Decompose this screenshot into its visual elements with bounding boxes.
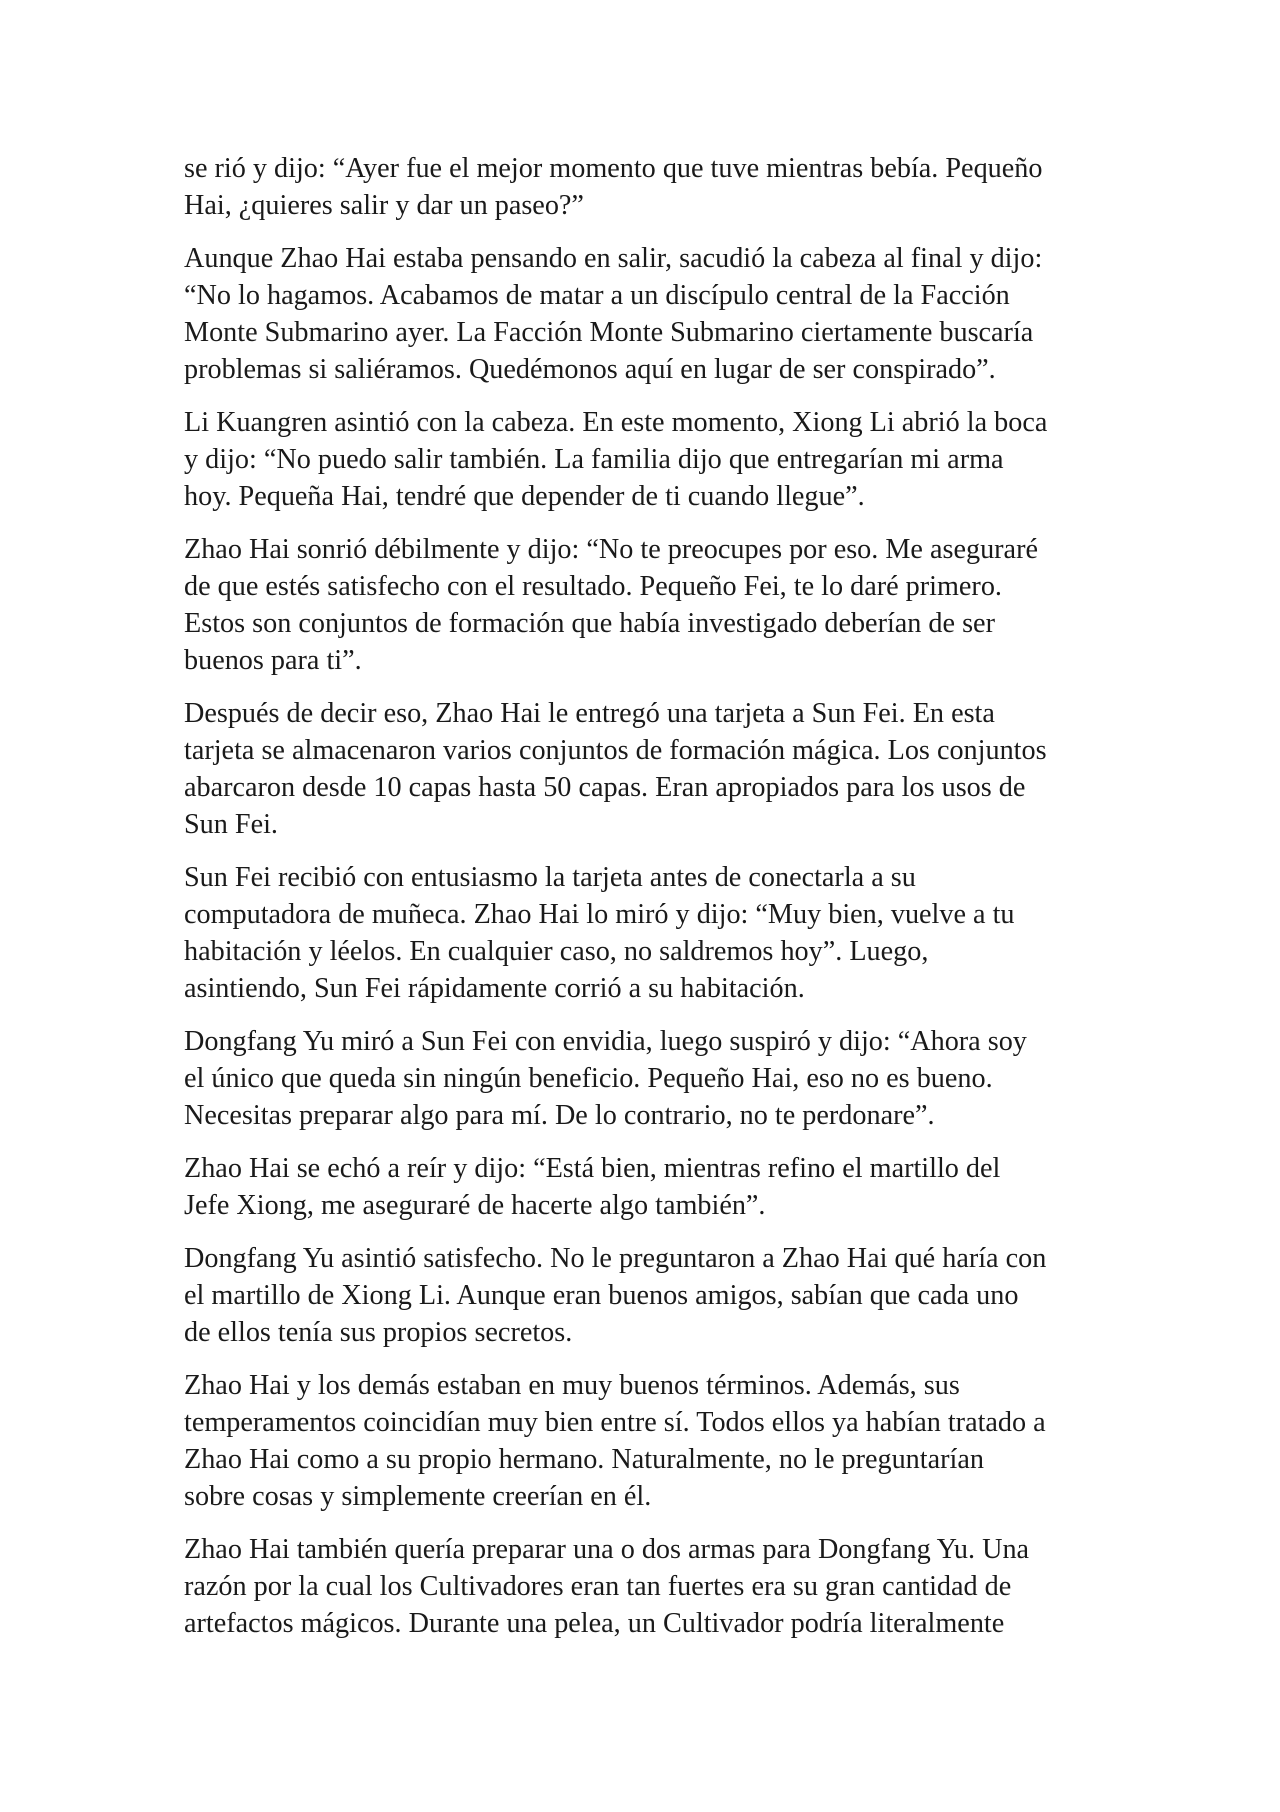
text-line: Zhao Hai se echó a reír y dijo: “Está bien, mientras refino el martillo del <box>184 1153 1001 1184</box>
text-line: sobre cosas y simplemente creerían en él. <box>184 1481 652 1512</box>
text-line: Hai, ¿quieres salir y dar un paseo?” <box>184 190 584 221</box>
text-line: Zhao Hai como a su propio hermano. Naturalmente, no le preguntarían <box>184 1444 984 1475</box>
text-line: y dijo: “No puedo salir también. La familia dijo que entregarían mi arma <box>184 444 1004 475</box>
text-line: razón por la cual los Cultivadores eran tan fuertes era su gran cantidad de <box>184 1571 1012 1602</box>
paragraph-1 <box>184 150 1104 224</box>
text-line: habitación y léelos. En cualquier caso, no saldremos hoy”. Luego, <box>184 936 929 967</box>
text-line: artefactos mágicos. Durante una pelea, un Cultivador podría literalmente <box>184 1608 1005 1639</box>
text-line: Necesitas preparar algo para mí. De lo contrario, no te perdonare”. <box>184 1100 935 1131</box>
text-line: Zhao Hai y los demás estaban en muy buenos términos. Además, sus <box>184 1370 960 1401</box>
text-line: “No lo hagamos. Acabamos de matar a un discípulo central de la Facción <box>184 280 1010 311</box>
text-line: Zhao Hai también quería preparar una o dos armas para Dongfang Yu. Una <box>184 1534 1030 1565</box>
text-line: Jefe Xiong, me aseguraré de hacerte algo también”. <box>184 1190 766 1221</box>
text-line: Sun Fei. <box>184 809 278 840</box>
text-line: computadora de muñeca. Zhao Hai lo miró y dijo: “Muy bien, vuelve a tu <box>184 899 1015 930</box>
text-line: de que estés satisfecho con el resultado. Pequeño Fei, te lo daré primero. <box>184 571 1002 602</box>
paragraph-10 <box>184 1367 1104 1515</box>
text-line: se rió y dijo: “Ayer fue el mejor momento que tuve mientras bebía. Pequeño <box>184 153 1043 184</box>
text-line: Dongfang Yu miró a Sun Fei con envidia, luego suspiró y dijo: “Ahora soy <box>184 1026 1027 1057</box>
text-line: Sun Fei recibió con entusiasmo la tarjeta antes de conectarla a su <box>184 862 916 893</box>
paragraph-7 <box>184 1023 1104 1134</box>
body-text <box>184 150 1104 1658</box>
paragraph-2 <box>184 240 1104 388</box>
text-line: de ellos tenía sus propios secretos. <box>184 1317 573 1348</box>
paragraph-6 <box>184 859 1104 1007</box>
text-line: tarjeta se almacenaron varios conjuntos de formación mágica. Los conjuntos <box>184 735 1047 766</box>
paragraph-3 <box>184 404 1104 515</box>
paragraph-9 <box>184 1240 1104 1351</box>
text-line: Monte Submarino ayer. La Facción Monte Submarino ciertamente buscaría <box>184 317 1034 348</box>
text-line: Li Kuangren asintió con la cabeza. En este momento, Xiong Li abrió la boca <box>184 407 1048 438</box>
text-line: problemas si saliéramos. Quedémonos aquí en lugar de ser conspirado”. <box>184 354 996 385</box>
paragraph-5 <box>184 695 1104 843</box>
text-line: Aunque Zhao Hai estaba pensando en salir, sacudió la cabeza al final y dijo: <box>184 243 1043 274</box>
text-line: el único que queda sin ningún beneficio. Pequeño Hai, eso no es bueno. <box>184 1063 993 1094</box>
paragraph-8 <box>184 1150 1104 1224</box>
text-line: Zhao Hai sonrió débilmente y dijo: “No te preocupes por eso. Me aseguraré <box>184 534 1038 565</box>
text-line: Estos son conjuntos de formación que había investigado deberían de ser <box>184 608 995 639</box>
paragraph-11 <box>184 1531 1104 1642</box>
text-line: abarcaron desde 10 capas hasta 50 capas. Eran apropiados para los usos de <box>184 772 1026 803</box>
text-line: Dongfang Yu asintió satisfecho. No le preguntaron a Zhao Hai qué haría con <box>184 1243 1047 1274</box>
text-line: asintiendo, Sun Fei rápidamente corrió a su habitación. <box>184 973 805 1004</box>
text-line: temperamentos coincidían muy bien entre sí. Todos ellos ya habían tratado a <box>184 1407 1046 1438</box>
text-line: el martillo de Xiong Li. Aunque eran buenos amigos, sabían que cada uno <box>184 1280 1019 1311</box>
text-line: hoy. Pequeña Hai, tendré que depender de ti cuando llegue”. <box>184 481 865 512</box>
text-line: buenos para ti”. <box>184 645 362 676</box>
paragraph-4 <box>184 531 1104 679</box>
text-line: Después de decir eso, Zhao Hai le entregó una tarjeta a Sun Fei. En esta <box>184 698 995 729</box>
